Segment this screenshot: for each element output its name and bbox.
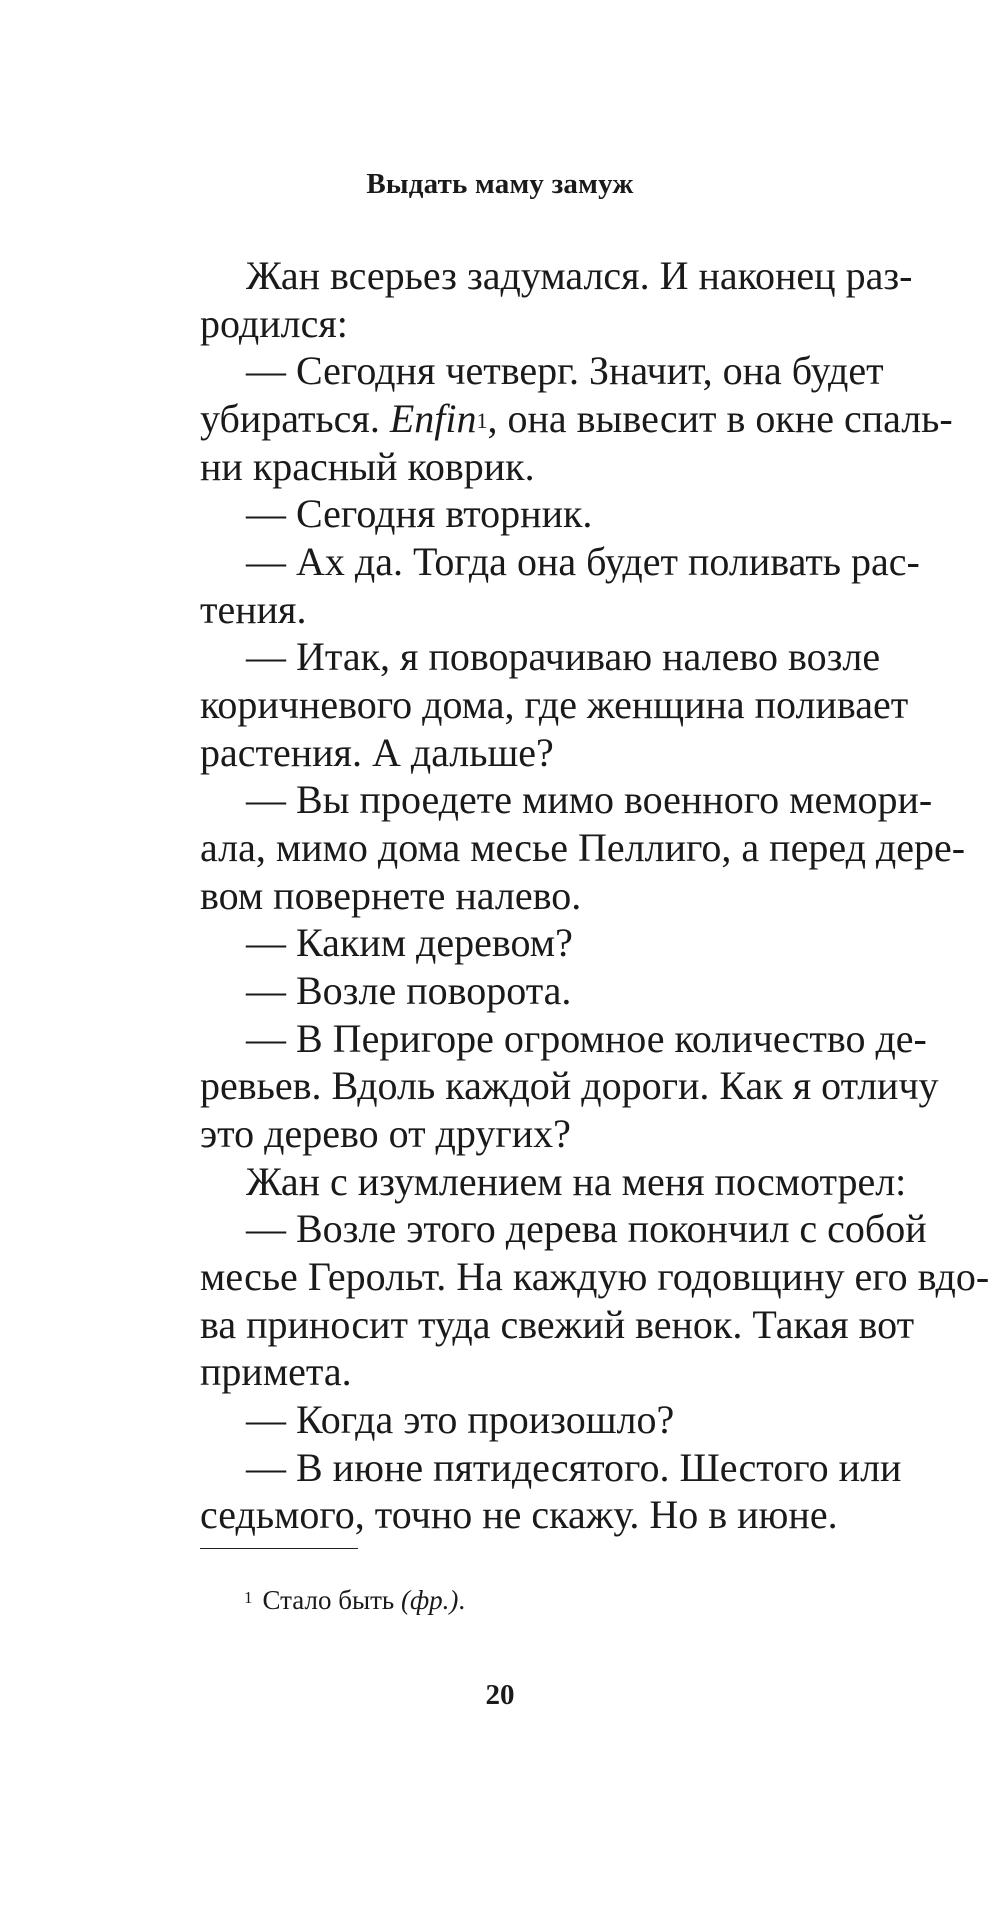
page-number: 20 [485, 1679, 515, 1711]
text-line: — В июне пятидесятого. Шестого или [246, 1445, 902, 1490]
text-line: — Ах да. Тогда она будет поливать рас- [246, 539, 920, 584]
footnote-text: Стало быть [262, 1585, 401, 1615]
text-line: примета. [200, 1349, 352, 1394]
text-line: родился: [200, 301, 348, 346]
footnote-ref: 1 [476, 408, 488, 433]
text-line: это дерево от других? [200, 1111, 571, 1156]
text-line: Жан всерьез задумался. И наконец раз- [246, 253, 913, 298]
text-line: — Каким деревом? [246, 920, 573, 965]
text-line: растения. А дальше? [200, 730, 554, 775]
text-line: — Когда это произошло? [246, 1397, 675, 1442]
footnote-italic: (фр.) [400, 1585, 459, 1615]
italic-word: Enfin [389, 396, 477, 441]
text-line [200, 396, 953, 442]
text-line: — Сегодня вторник. [246, 491, 593, 536]
text-line: Жан с изумлением на меня посмотрел: [246, 1159, 907, 1204]
text-line: — Вы проедете мимо военного мемори- [246, 777, 933, 822]
text-line: — В Перигоре огромное количество де- [246, 1016, 927, 1061]
text-line: седьмого, точно не скажу. Но в июне. [200, 1492, 838, 1537]
text-line: ни красный коврик. [200, 444, 535, 489]
text-line: тения. [200, 587, 307, 632]
text-line: — Возле поворота. [246, 968, 572, 1013]
text-line: вом повернете налево. [200, 873, 582, 918]
text-line: — Сегодня четверг. Значит, она будет [246, 348, 884, 393]
footnote-divider [200, 1548, 358, 1549]
text-line: ва приносит туда свежий венок. Такая вот [200, 1302, 915, 1347]
text-fragment: , она вывесит в окне спаль- [487, 396, 953, 441]
footnote [244, 1584, 465, 1616]
text-line: ревьев. Вдоль каждой дороги. Как я отличу [200, 1063, 939, 1108]
text-line: коричневого дома, где женщина поливает [200, 682, 909, 727]
text-line: — Итак, я поворачиваю налево возле [246, 634, 881, 679]
text-line: ала, мимо дома месье Пеллиго, а перед дере- [200, 825, 966, 870]
text-fragment: убираться. [200, 396, 390, 441]
footnote-end: . [458, 1585, 466, 1615]
running-head: Выдать маму замуж [366, 168, 634, 200]
footnote-marker: 1 [244, 1588, 253, 1607]
text-line: месье Герольт. На каждую годовщину его вдо- [200, 1254, 990, 1299]
text-line: — Возле этого дерева покончил с собой [246, 1206, 927, 1251]
